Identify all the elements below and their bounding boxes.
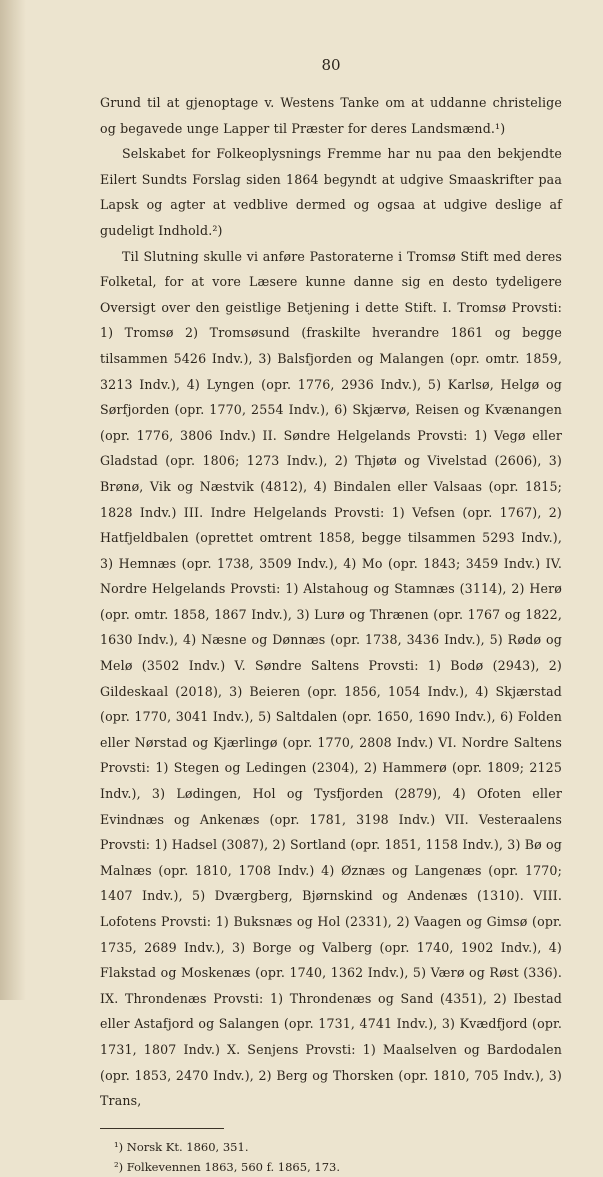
book-page [100,56,562,1174]
book-gutter-shadow [0,0,26,1000]
paragraph-1: Grund til at gjenoptage v. Westens Tanke om at uddanne christelige og begavede unge Lapper til Præster for deres Landsmænd.¹) [100,95,562,136]
page-body [100,90,562,1114]
footnote-2: ²) Folkevennen 1863, 560 f. 1865, 173. [114,1159,340,1174]
footnote-1: ¹) Norsk Kt. 1860, 351. [114,1139,249,1154]
page-number: 80 [321,56,341,74]
paragraph-3: Til Slutning skulle vi anføre Pastoraterne i Tromsø Stift med deres Folketal, for at vore Læsere kunne danne sig en desto tydeligere Oversigt over den geistlige Betjening i dette Stift. I. Tromsø Provsti: 1) Tromsø 2) Tromsøsund (fraskilte hverandre 1861 og begge tilsammen 5426 Indv.), 3) Balsfjorden og Malangen (opr. omtr. 1859, 3213 Indv.), 4) Lyngen (opr. 1776, 2936 Indv.), 5) Karlsø, Helgø og Sørfjorden (opr. 1770, 2554 Indv.), 6) Skjærvø, Reisen og Kvænangen (opr. 1776, 3806 Indv.) II. Søndre Helgelands Provsti: 1) Vegø eller Gladstad (opr. 1806; 1273 Indv.), 2) Thjøtø og Vivelstad (2606), 3) Brønø, Vik og Næstvik (4812), 4) Bindalen eller Valsaas (opr. 1815; 1828 Indv.) III. Indre Helgelands Provsti: 1) Vefsen (opr. 1767), 2) Hatfjeldbalen (oprettet omtrent 1858, begge tilsammen 5293 Indv.), 3) Hemnæs (opr. 1738, 3509 Indv.), 4) Mo (opr. 1843; 3459 Indv.) IV. Nordre Helgelands Provsti: 1) Alstahoug og Stamnæs (3114), 2) Herø (opr. omtr. 1858, 1867 Indv.), 3) Lurø og Thrænen (opr. 1767 og 1822, 1630 Indv.), 4) Næsne og Dønnæs (opr. 1738, 3436 Indv.), 5) Rødø og Melø (3502 Indv.) V. Søndre Saltens Provsti: 1) Bodø (2943), 2) Gildeskaal (2018), 3) Beieren (opr. 1856, 1054 Indv.), 4) Skjærstad (opr. 1770, 3041 Indv.), 5) Saltdalen (opr. 1650, 1690 Indv.), 6) Folden eller Nørstad og Kjærlingø (opr. 1770, 2808 Indv.) VI. Nordre Saltens Provsti: 1) Stegen og Ledingen (2304), 2) Hammerø (opr. 1809; 2125 Indv.), 3) Lødingen, Hol og Tysfjorden (2879), 4) Ofoten eller Evindnæs og Ankenæs (opr. 1781, 3198 Indv.) VII. Vesteraalens Provsti: 1) Hadsel (3087), 2) Sortland (opr. 1851, 1158 Indv.), 3) Bø og Malnæs (opr. 1810, 1708 Indv.) 4) Øznæs og Langenæs (opr. 1770; 1407 Indv.), 5) Dværgberg, Bjørnskind og Andenæs (1310). VIII. Lofotens Provsti: 1) Buksnæs og Hol (2331), 2) Vaagen og Gimsø (opr. 1735, 2689 Indv.), 3) Borge og Valberg (opr. 1740, 1902 Indv.), 4) Flakstad og Moskenæs (opr. 1740, 1362 Indv.), 5) Værø og Røst (336). IX. Throndenæs Provsti: 1) Throndenæs og Sand (4351), 2) Ibestad eller Astafjord og Salangen (opr. 1731, 4741 Indv.), 3) Kvædfjord (opr. 1731, 1807 Indv.) X. Senjens Provsti: 1) Maalselven og Bardodalen (opr. 1853, 2470 Indv.), 2) Berg og Thorsken (opr. 1810, 705 Indv.), 3) Trans, [100,248,562,1109]
footnotes [100,1137,562,1177]
paragraph-2: Selskabet for Folkeoplysnings Fremme har nu paa den bekjendte Eilert Sundts Forslag siden 1864 begyndt at udgive Smaaskrifter paa Lapsk og agter at vedblive dermed og ogsaa at udgive deslige af gudeligt Indhold.²) [100,146,562,238]
footnote-divider [100,1128,224,1129]
